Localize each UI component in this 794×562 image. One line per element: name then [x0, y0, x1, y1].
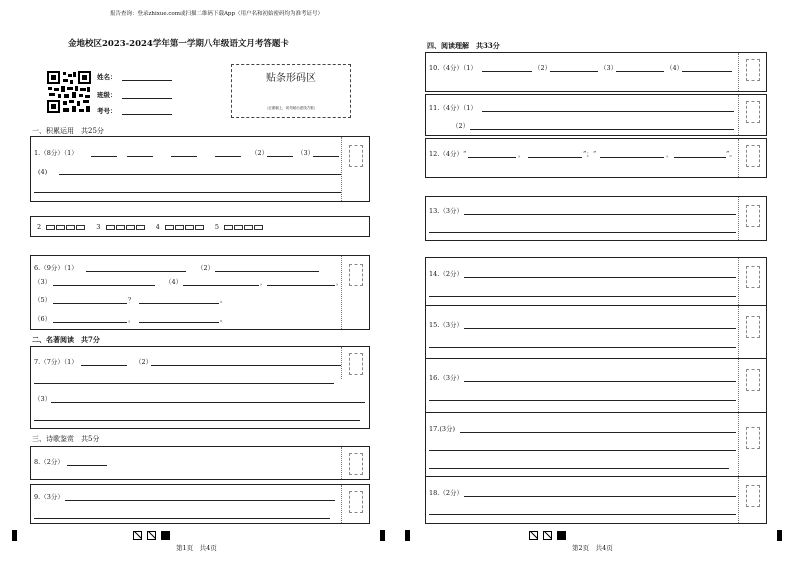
- q17-answer-line[interactable]: [429, 450, 736, 451]
- page-title: 金地校区2023-2024学年第一学期八年级语文月考答题卡: [68, 39, 289, 49]
- option-c[interactable]: [244, 225, 253, 230]
- q6-box: [30, 255, 370, 330]
- q17-label: 17.(3分): [429, 425, 456, 433]
- option-a[interactable]: [224, 225, 233, 230]
- class-label: 班级：: [97, 91, 117, 99]
- q12-label: 12.（4分）“: [429, 150, 467, 158]
- q18-answer-line[interactable]: [464, 496, 736, 497]
- q1-blank[interactable]: [215, 156, 241, 157]
- q10-blank[interactable]: [682, 71, 732, 72]
- barcode-title: 贴条形码区: [266, 73, 316, 84]
- name-label: 姓名：: [97, 73, 117, 81]
- class-field[interactable]: [122, 98, 172, 99]
- q12-end: ”。: [726, 150, 736, 158]
- choice-label: 5: [214, 223, 220, 231]
- page-mark-box: [133, 531, 142, 540]
- q6-blank[interactable]: [53, 285, 155, 286]
- score-mark: [746, 59, 760, 81]
- q14-row: [426, 258, 766, 306]
- q7-blank[interactable]: [81, 365, 127, 366]
- q9-answer-line[interactable]: [65, 500, 335, 501]
- q12-blank[interactable]: [600, 157, 664, 158]
- score-column: [341, 485, 369, 523]
- score-column: [738, 139, 766, 177]
- q16-answer-line[interactable]: [429, 400, 736, 401]
- q11-label: 11.（4分）（1）: [429, 104, 477, 112]
- option-d[interactable]: [136, 225, 145, 230]
- option-b[interactable]: [56, 225, 65, 230]
- score-column: [341, 447, 369, 479]
- q15-answer-line[interactable]: [464, 328, 736, 329]
- alignment-mark: [777, 530, 782, 541]
- q13-answer-line[interactable]: [429, 232, 736, 233]
- q12-blank[interactable]: [468, 157, 516, 158]
- right-page: [397, 0, 794, 562]
- score-column: [341, 137, 369, 201]
- score-mark: [746, 101, 760, 123]
- q12-blank[interactable]: [674, 157, 726, 158]
- alignment-mark: [380, 530, 385, 541]
- q6-blank[interactable]: [215, 271, 319, 272]
- section-2-title: 二、名著阅读 共7分: [32, 335, 100, 344]
- q6-part6-label: （6）: [34, 315, 52, 323]
- q1-blank[interactable]: [127, 156, 153, 157]
- comma: ，: [336, 278, 343, 286]
- q14-18-box: [425, 257, 767, 524]
- name-field[interactable]: [122, 80, 172, 81]
- option-d[interactable]: [254, 225, 263, 230]
- q1-blank[interactable]: [313, 156, 339, 157]
- q6-blank[interactable]: [53, 303, 127, 304]
- period: 。: [220, 296, 227, 304]
- option-d[interactable]: [195, 225, 204, 230]
- q7-blank[interactable]: [151, 365, 341, 366]
- q6-blank[interactable]: [267, 285, 335, 286]
- q15-answer-line[interactable]: [429, 347, 736, 348]
- q11-box: [425, 94, 767, 136]
- q12-comma: ，: [666, 150, 673, 158]
- score-column: [341, 256, 369, 329]
- barcode-area: [231, 64, 351, 118]
- score-column: [738, 258, 766, 305]
- q6-label: 6.（9分）（1）: [34, 264, 78, 272]
- score-mark: [746, 369, 760, 391]
- q13-box: [425, 196, 767, 241]
- score-mark: [746, 205, 760, 227]
- q10-label: 10.（4分）（1）: [429, 64, 477, 72]
- exam-no-field[interactable]: [122, 114, 172, 115]
- q1-box: [30, 136, 370, 202]
- q6-blank[interactable]: [86, 271, 186, 272]
- score-column: [738, 413, 766, 476]
- question-mark: ？: [128, 296, 135, 304]
- option-d[interactable]: [76, 225, 85, 230]
- q17-row: [426, 413, 766, 477]
- header-note: 报告查询：登录zhixue.com或扫描二维码下载App（用户名和初始密码均为准考证号）: [110, 11, 323, 17]
- q15-label: 15.（3分）: [429, 321, 463, 329]
- score-mark: [746, 485, 760, 507]
- option-a[interactable]: [46, 225, 55, 230]
- q1-blank[interactable]: [91, 156, 117, 157]
- q1-part4-label: (4): [38, 168, 48, 176]
- q12-blank[interactable]: [528, 157, 582, 158]
- q8-box: [30, 446, 370, 480]
- q8-blank[interactable]: [67, 465, 107, 466]
- q1-part2-label: （2）: [251, 149, 269, 157]
- score-mark: [349, 264, 363, 286]
- q7-part2-label: （2）: [135, 358, 153, 366]
- score-column: [738, 53, 766, 91]
- option-a[interactable]: [165, 225, 174, 230]
- q10-part3-label: （3）: [600, 64, 618, 72]
- q1-blank[interactable]: [171, 156, 197, 157]
- page-mark-box: [557, 531, 566, 540]
- q7-answer-line[interactable]: [34, 383, 334, 384]
- alignment-mark: [12, 530, 17, 541]
- page-mark-box: [529, 531, 538, 540]
- q16-row: [426, 359, 766, 413]
- q1-blank[interactable]: [267, 156, 293, 157]
- q14-answer-line[interactable]: [429, 296, 736, 297]
- barcode-note: （正面朝上，切勿贴出虚线方框）: [264, 106, 318, 110]
- q15-row: [426, 306, 766, 359]
- score-mark: [746, 316, 760, 338]
- section-3-title: 三、诗歌鉴赏 共5分: [32, 435, 100, 443]
- comma: ，: [260, 278, 267, 286]
- page-mark-box: [543, 531, 552, 540]
- q18-row: [426, 477, 766, 523]
- q6-part5-label: （5）: [34, 296, 52, 304]
- option-c[interactable]: [66, 225, 75, 230]
- page-footer: 第2页 共4页: [572, 544, 613, 552]
- period: 。: [220, 315, 227, 323]
- q6-blank[interactable]: [53, 322, 127, 323]
- score-mark: [746, 145, 760, 167]
- q1-part3-label: （3）: [297, 149, 315, 157]
- score-column: [738, 477, 766, 523]
- score-mark: [349, 453, 363, 475]
- choice-label: 2: [37, 223, 42, 231]
- q11-part2-label: （2）: [452, 122, 470, 130]
- q16-answer-line[interactable]: [464, 381, 736, 382]
- q14-answer-line[interactable]: [464, 277, 736, 278]
- score-column: [738, 306, 766, 358]
- score-mark: [349, 353, 363, 375]
- q9-answer-line[interactable]: [34, 518, 330, 519]
- q10-part4-label: （4）: [666, 64, 684, 72]
- q7-answer-line[interactable]: [34, 420, 360, 421]
- score-column: [738, 359, 766, 412]
- score-column: [341, 347, 369, 379]
- q13-label: 13.（3分）: [429, 207, 463, 215]
- q12-close: ”；“: [583, 150, 597, 158]
- choice-row: [37, 223, 264, 231]
- score-mark: [746, 266, 760, 288]
- q6-blank[interactable]: [183, 285, 259, 286]
- exam-no-label: 考号：: [97, 107, 117, 115]
- q10-blank[interactable]: [616, 71, 664, 72]
- score-mark: [746, 427, 760, 449]
- q10-part2-label: （2）: [534, 64, 552, 72]
- option-b[interactable]: [234, 225, 243, 230]
- page-footer: 第1页 共4页: [176, 544, 217, 552]
- score-mark: [349, 145, 363, 167]
- q1-label: 1.（8分）（1）: [34, 149, 78, 157]
- q11-answer-line[interactable]: [470, 129, 734, 130]
- q7-box: [30, 346, 370, 429]
- score-column: [738, 197, 766, 240]
- q7-answer-line[interactable]: [51, 402, 365, 403]
- comma: ，: [128, 315, 135, 323]
- q17-answer-line[interactable]: [429, 468, 729, 469]
- q16-label: 16.（3分）: [429, 374, 463, 382]
- q10-box: [425, 52, 767, 92]
- q6-blank[interactable]: [139, 322, 219, 323]
- q18-label: 18.（2分）: [429, 489, 463, 497]
- q18-answer-line[interactable]: [429, 514, 736, 515]
- page-mark-box: [147, 531, 156, 540]
- option-b[interactable]: [175, 225, 184, 230]
- q1-answer-line[interactable]: [59, 174, 341, 175]
- q10-blank[interactable]: [550, 71, 598, 72]
- q14-label: 14.（2分）: [429, 270, 463, 278]
- q7-label: 7.（7分）（1）: [34, 358, 78, 366]
- q12-box: [425, 138, 767, 178]
- qr-code: [46, 70, 92, 114]
- q9-label: 9.（3分）: [34, 493, 64, 501]
- q11-answer-line[interactable]: [482, 111, 734, 112]
- option-c[interactable]: [126, 225, 135, 230]
- q6-part4-label: （4）: [165, 278, 183, 286]
- q8-label: 8.（2分）: [34, 458, 64, 466]
- choice-label: 4: [155, 223, 160, 231]
- section-4-title: 四、阅读理解 共33分: [427, 41, 500, 50]
- q13-answer-line[interactable]: [464, 214, 736, 215]
- q1-answer-line[interactable]: [34, 192, 341, 193]
- option-b[interactable]: [116, 225, 125, 230]
- alignment-mark: [405, 530, 410, 541]
- option-c[interactable]: [185, 225, 194, 230]
- score-mark: [349, 491, 363, 513]
- q6-part2-label: （2）: [197, 264, 215, 272]
- q12-comma: ，: [518, 150, 525, 158]
- q17-answer-line[interactable]: [460, 432, 736, 433]
- q6-part3-label: （3）: [34, 278, 52, 286]
- option-a[interactable]: [106, 225, 115, 230]
- choice-box: [30, 216, 370, 237]
- q7-part3-label: （3）: [34, 395, 52, 403]
- q10-blank[interactable]: [482, 71, 532, 72]
- page-mark-box: [161, 531, 170, 540]
- q9-box: [30, 484, 370, 524]
- section-1-title: 一、积累运用 共25分: [32, 127, 104, 135]
- score-column: [738, 95, 766, 135]
- q6-blank[interactable]: [139, 303, 219, 304]
- choice-label: 3: [96, 223, 101, 231]
